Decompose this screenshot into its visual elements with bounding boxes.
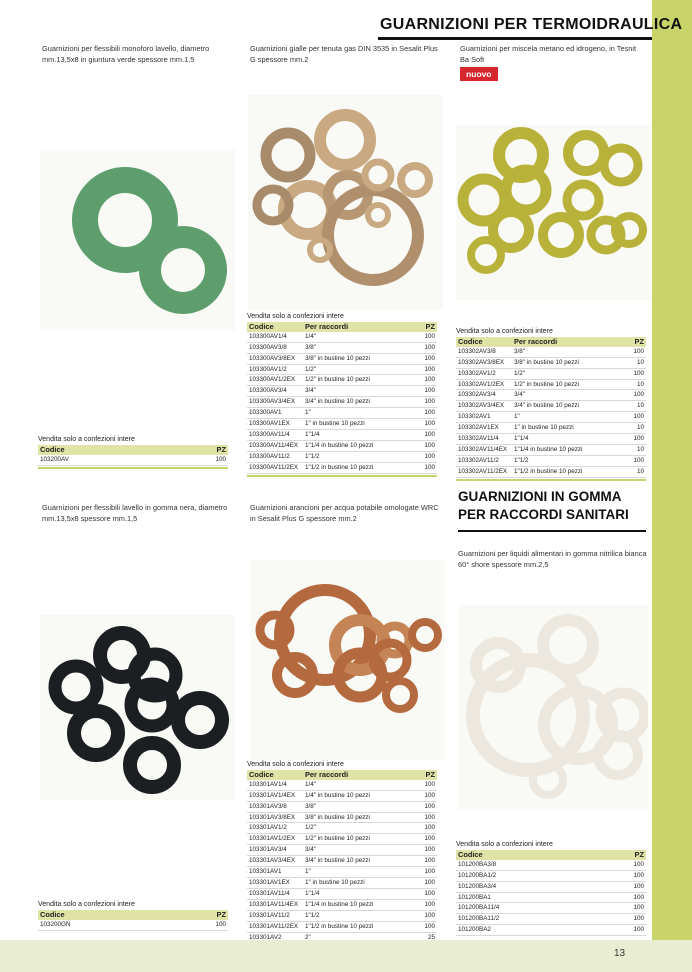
cell-raccordi: 1"1/2 in bustine 10 pezzi — [303, 921, 415, 932]
table-row — [456, 347, 646, 357]
cell-pz: 10 — [624, 466, 646, 477]
product-5-description: Guarnizioni arancioni per acqua potabile omologate WRC in Sesalit Plus G spessore mm.2 — [250, 503, 439, 523]
cell-pz: 100 — [512, 892, 646, 903]
cell-codice: 103301AV11/4 — [247, 888, 303, 899]
cell-raccordi: 3/8" in bustine 10 pezzi — [303, 353, 415, 364]
table-row — [247, 353, 437, 364]
cell-pz: 100 — [415, 342, 437, 353]
cell-pz: 100 — [415, 353, 437, 364]
cell-codice: 101200BA11/4 — [456, 903, 512, 914]
cell-raccordi: 1" — [303, 408, 415, 419]
cell-raccordi: 1/2" — [303, 364, 415, 375]
table-row — [38, 920, 228, 930]
table-row — [247, 408, 437, 419]
table-row — [247, 921, 437, 932]
cell-codice: 103301AV1EX — [247, 877, 303, 888]
cell-pz: 100 — [512, 925, 646, 936]
cell-pz: 100 — [624, 368, 646, 379]
green-gaskets-photo — [40, 150, 235, 330]
cell-pz: 100 — [512, 914, 646, 925]
cell-codice: 101200BA1/2 — [456, 870, 512, 881]
table-row — [247, 801, 437, 812]
cell-codice: 103302AV1/2 — [456, 368, 512, 379]
cell-codice: 103302AV11/2EX — [456, 466, 512, 477]
column-raccordi: Per raccordi — [303, 322, 415, 332]
cell-raccordi: 1" in bustine 10 pezzi — [512, 423, 624, 434]
cell-raccordi: 1" in bustine 10 pezzi — [303, 877, 415, 888]
table-row — [456, 914, 646, 925]
table-row — [456, 412, 646, 423]
cell-codice: 101200BA1 — [456, 892, 512, 903]
cell-codice: 103301AV11/2 — [247, 910, 303, 921]
table-row — [247, 332, 437, 342]
cell-raccordi: 3/4" in bustine 10 pezzi — [303, 397, 415, 408]
cell-pz: 100 — [415, 332, 437, 342]
cell-codice: 103300AV3/4EX — [247, 397, 303, 408]
cell-codice: 103300AV11/4 — [247, 429, 303, 440]
sale-note: Vendita solo a confezioni intere — [247, 313, 344, 320]
table-underline — [456, 479, 646, 481]
cell-pz: 100 — [415, 440, 437, 451]
cell-pz: 100 — [624, 347, 646, 357]
table-row — [456, 444, 646, 455]
column-codice: Codice — [456, 337, 512, 347]
cell-raccordi: 1" — [303, 867, 415, 878]
cell-raccordi: 1"1/4 — [512, 434, 624, 445]
table-row — [247, 429, 437, 440]
cell-pz: 10 — [624, 379, 646, 390]
cell-codice: 103302AV1/2EX — [456, 379, 512, 390]
column-codice: Codice — [247, 322, 303, 332]
table-row — [247, 790, 437, 801]
cell-codice: 103302AV3/8EX — [456, 357, 512, 368]
table-row — [456, 892, 646, 903]
cell-codice: 103301AV1/2 — [247, 823, 303, 834]
table-row — [456, 925, 646, 936]
table-row — [456, 357, 646, 368]
cell-pz: 100 — [415, 780, 437, 790]
cell-codice: 103302AV11/2 — [456, 455, 512, 466]
cell-raccordi: 3/4" — [303, 845, 415, 856]
black-gaskets-photo — [40, 615, 235, 800]
table-product-4 — [38, 900, 228, 931]
cell-codice: 103302AV3/4EX — [456, 401, 512, 412]
cell-codice: 103301AV11/4EX — [247, 899, 303, 910]
cell-raccordi: 1"1/2 — [303, 451, 415, 462]
table-row — [247, 867, 437, 878]
sale-note: Vendita solo a confezioni intere — [38, 436, 135, 443]
table-row — [456, 434, 646, 445]
sale-note: Vendita solo a confezioni intere — [38, 901, 135, 908]
cell-pz: 100 — [512, 870, 646, 881]
cell-raccordi: 1"1/2 — [303, 910, 415, 921]
table-row — [456, 466, 646, 477]
column-pz: PZ — [512, 850, 646, 860]
column-codice: Codice — [38, 910, 94, 920]
sale-note: Vendita solo a confezioni intere — [456, 841, 553, 848]
table-underline — [38, 467, 228, 469]
page-number: 13 — [614, 948, 626, 959]
title-underline — [378, 37, 652, 40]
cell-pz: 100 — [415, 790, 437, 801]
table-row — [456, 860, 646, 870]
table-row — [456, 423, 646, 434]
table-row — [247, 845, 437, 856]
cell-pz: 100 — [415, 877, 437, 888]
cell-codice: 103301AV3/8EX — [247, 812, 303, 823]
cell-pz: 100 — [512, 903, 646, 914]
cell-pz: 100 — [415, 834, 437, 845]
cell-codice: 103300AV3/4 — [247, 386, 303, 397]
sale-note: Vendita solo a confezioni intere — [247, 761, 344, 768]
cell-raccordi: 1/4" in bustine 10 pezzi — [303, 790, 415, 801]
cell-pz: 100 — [415, 397, 437, 408]
cell-codice: 103301AV1/4EX — [247, 790, 303, 801]
sale-note: Vendita solo a confezioni intere — [456, 328, 553, 335]
cell-codice: 103300AV11/2 — [247, 451, 303, 462]
cell-codice: 103302AV11/4 — [456, 434, 512, 445]
cell-pz: 100 — [415, 408, 437, 419]
cell-codice: 103200AV — [38, 455, 94, 465]
cell-raccordi: 3/8" in bustine 10 pezzi — [303, 812, 415, 823]
table-row — [456, 455, 646, 466]
column-codice: Codice — [38, 445, 94, 455]
table-row — [456, 401, 646, 412]
cell-raccordi: 1"1/4 in bustine 10 pezzi — [303, 899, 415, 910]
cell-raccordi: 3/4" — [512, 390, 624, 401]
cell-codice: 103302AV3/4 — [456, 390, 512, 401]
table-row — [456, 870, 646, 881]
table-row — [247, 342, 437, 353]
cell-codice: 103301AV1 — [247, 867, 303, 878]
green-side-bar — [652, 0, 692, 972]
cell-raccordi: 1"1/4 — [303, 429, 415, 440]
cell-pz: 100 — [415, 462, 437, 473]
orange-gaskets-photo — [250, 560, 445, 760]
table-row — [247, 812, 437, 823]
table-row — [247, 375, 437, 386]
table-row — [247, 386, 437, 397]
table-row — [247, 910, 437, 921]
product-4-description: Guarnizioni per flessibili lavello in gomma nera, diametro mm.13,5x8 spessore mm.1,5 — [42, 503, 228, 523]
table-row — [247, 899, 437, 910]
cell-codice: 103301AV3/4EX — [247, 856, 303, 867]
cell-codice: 101200BA11/2 — [456, 914, 512, 925]
cell-raccordi: 1"1/4 in bustine 10 pezzi — [303, 440, 415, 451]
yellow-gaskets-photo — [456, 125, 651, 300]
cell-pz: 100 — [415, 801, 437, 812]
cell-pz: 10 — [624, 357, 646, 368]
cell-raccordi: 1/2" — [512, 368, 624, 379]
cell-codice: 103300AV11/4EX — [247, 440, 303, 451]
cell-pz: 100 — [624, 412, 646, 423]
cell-raccordi: 1" — [512, 412, 624, 423]
table-row — [456, 368, 646, 379]
table-row — [247, 877, 437, 888]
cell-pz: 100 — [415, 910, 437, 921]
cell-raccordi: 3/4" in bustine 10 pezzi — [512, 401, 624, 412]
cell-codice: 103300AV1/4 — [247, 332, 303, 342]
table-row — [456, 390, 646, 401]
table-row — [247, 397, 437, 408]
table-row — [456, 881, 646, 892]
new-badge: nuovo — [460, 67, 498, 81]
cell-raccordi: 2" — [303, 932, 415, 943]
cell-raccordi: 1/4" — [303, 332, 415, 342]
cell-codice: 103301AV11/2EX — [247, 921, 303, 932]
table-row — [247, 440, 437, 451]
page-title: GUARNIZIONI PER TERMOIDRAULICA — [380, 16, 683, 33]
cell-codice: 103302AV3/8 — [456, 347, 512, 357]
table-product-1 — [38, 435, 228, 469]
cell-codice: 103302AV1 — [456, 412, 512, 423]
product-1-description: Guarnizioni per flessibili monoforo lavello, diametro mm.13,5x8 in giuntura verde spessore mm.1,5 — [42, 44, 210, 64]
cell-pz: 100 — [415, 429, 437, 440]
cell-raccordi: 3/8" — [303, 801, 415, 812]
cell-raccordi: 3/8" — [303, 342, 415, 353]
column-pz: PZ — [94, 445, 228, 455]
table-row — [247, 856, 437, 867]
column-pz: PZ — [415, 322, 437, 332]
cell-raccordi: 1/2" in bustine 10 pezzi — [512, 379, 624, 390]
table-row — [247, 419, 437, 430]
table-row — [247, 888, 437, 899]
cell-codice: 103302AV11/4EX — [456, 444, 512, 455]
table-row — [247, 364, 437, 375]
cell-raccordi: 1/2" — [303, 823, 415, 834]
cell-pz: 100 — [624, 390, 646, 401]
column-raccordi: Per raccordi — [303, 770, 415, 780]
cell-pz: 100 — [415, 856, 437, 867]
cell-raccordi: 1"1/2 in bustine 10 pezzi — [512, 466, 624, 477]
cell-pz: 100 — [624, 455, 646, 466]
cell-raccordi: 3/4" in bustine 10 pezzi — [303, 856, 415, 867]
cell-pz: 25 — [415, 932, 437, 943]
table-row — [38, 455, 228, 465]
cell-codice: 103301AV3/8 — [247, 801, 303, 812]
cell-raccordi: 1"1/4 in bustine 10 pezzi — [512, 444, 624, 455]
cell-pz: 100 — [512, 860, 646, 870]
cell-pz: 10 — [624, 423, 646, 434]
cell-codice: 103301AV1/2EX — [247, 834, 303, 845]
cell-codice: 103302AV1EX — [456, 423, 512, 434]
table-row — [247, 823, 437, 834]
cell-pz: 100 — [94, 455, 228, 465]
cell-codice: 103300AV1EX — [247, 419, 303, 430]
product-2-description: Guarnizioni gialle per tenuta gas DIN 3535 in Sesalit Plus G spessore mm.2 — [250, 44, 438, 64]
table-row — [247, 834, 437, 845]
column-pz: PZ — [624, 337, 646, 347]
cell-raccordi: 3/8" in bustine 10 pezzi — [512, 357, 624, 368]
column-raccordi: Per raccordi — [512, 337, 624, 347]
white-gaskets-photo — [458, 605, 648, 810]
cell-codice: 103300AV3/8EX — [247, 353, 303, 364]
table-row — [456, 903, 646, 914]
table-row — [456, 379, 646, 390]
cell-codice: 103300AV1/2 — [247, 364, 303, 375]
cell-raccordi: 1"1/2 in bustine 10 pezzi — [303, 462, 415, 473]
cell-pz: 100 — [415, 899, 437, 910]
cell-raccordi: 3/4" — [303, 386, 415, 397]
product-3-description: Guarnizioni per miscela metano ed idrogeno, in Tesnit Ba Soft — [460, 44, 637, 64]
cell-pz: 100 — [624, 434, 646, 445]
tan-gaskets-photo — [248, 95, 443, 310]
cell-codice: 103300AV3/8 — [247, 342, 303, 353]
cell-pz: 100 — [415, 364, 437, 375]
column-codice: Codice — [456, 850, 512, 860]
cell-pz: 100 — [415, 812, 437, 823]
cell-pz: 100 — [415, 451, 437, 462]
cell-codice: 101200BA3/8 — [456, 860, 512, 870]
cell-raccordi: 1"1/4 — [303, 888, 415, 899]
cell-codice: 103300AV1/2EX — [247, 375, 303, 386]
cell-raccordi: 1/4" — [303, 780, 415, 790]
cell-raccordi: 1"1/2 — [512, 455, 624, 466]
cell-pz: 100 — [415, 888, 437, 899]
product-6-description: Guarnizioni per liquidi alimentari in gomma nitrilica bianca 60° shore spessore mm.2,5 — [458, 549, 647, 569]
table-product-5 — [247, 760, 437, 943]
cell-codice: 101200BA3/4 — [456, 881, 512, 892]
table-product-6 — [456, 840, 646, 936]
cell-raccordi: 3/8" — [512, 347, 624, 357]
cell-codice: 103300AV1 — [247, 408, 303, 419]
section-title: GUARNIZIONI IN GOMMA PER RACCORDI SANITARI — [458, 489, 629, 522]
cell-pz: 10 — [624, 401, 646, 412]
cell-codice: 103301AV2 — [247, 932, 303, 943]
cell-pz: 100 — [415, 386, 437, 397]
table-product-3 — [456, 327, 646, 481]
cell-pz: 100 — [415, 867, 437, 878]
cell-codice: 103300AV11/2EX — [247, 462, 303, 473]
cell-pz: 100 — [415, 845, 437, 856]
cell-codice: 101200BA2 — [456, 925, 512, 936]
table-row — [247, 451, 437, 462]
cell-raccordi: 1/2" in bustine 10 pezzi — [303, 375, 415, 386]
table-underline — [247, 475, 437, 477]
cell-pz: 100 — [512, 881, 646, 892]
cell-pz: 100 — [94, 920, 228, 930]
cell-pz: 100 — [415, 375, 437, 386]
cell-codice: 103301AV1/4 — [247, 780, 303, 790]
cell-pz: 100 — [415, 419, 437, 430]
footer-strip — [0, 940, 692, 972]
section-underline — [458, 530, 646, 532]
cell-codice: 103200GN — [38, 920, 94, 930]
cell-raccordi: 1" in bustine 10 pezzi — [303, 419, 415, 430]
column-pz: PZ — [415, 770, 437, 780]
column-pz: PZ — [94, 910, 228, 920]
cell-codice: 103301AV3/4 — [247, 845, 303, 856]
column-codice: Codice — [247, 770, 303, 780]
table-row — [247, 780, 437, 790]
cell-raccordi: 1/2" in bustine 10 pezzi — [303, 834, 415, 845]
cell-pz: 100 — [415, 921, 437, 932]
table-product-2 — [247, 312, 437, 477]
cell-pz: 10 — [624, 444, 646, 455]
cell-pz: 100 — [415, 823, 437, 834]
table-row — [247, 462, 437, 473]
